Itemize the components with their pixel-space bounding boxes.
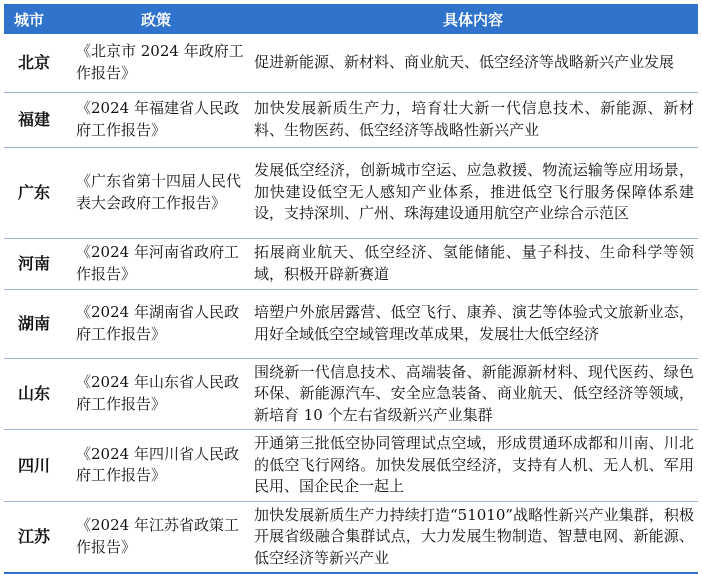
header-policy: 政策 <box>64 4 248 34</box>
province-cell: 北京 <box>4 34 64 92</box>
content-cell: 拓展商业航天、低空经济、氢能储能、量子科技、生命科学等领域，积极开辟新赛道 <box>248 238 698 289</box>
table-row <box>4 238 698 289</box>
table-row <box>4 92 698 147</box>
policy-cell: 《2024 年江苏省政策工作报告》 <box>64 501 248 573</box>
content-cell: 发展低空经济，创新城市空运、应急救援、物流运输等应用场景，加快建设低空无人感知产业体系，推进低空飞行服务保障体系建设，支持深圳、广州、珠海建设通用航空产业综合示范区 <box>248 147 698 238</box>
table-row <box>4 34 698 92</box>
province-cell: 江苏 <box>4 501 64 573</box>
province-cell: 广东 <box>4 147 64 238</box>
policy-cell: 《2024 年山东省人民政府工作报告》 <box>64 358 248 430</box>
table-row <box>4 501 698 573</box>
header-province: 城市 <box>4 4 64 34</box>
province-cell: 福建 <box>4 92 64 147</box>
policy-table <box>4 4 698 574</box>
table-row <box>4 430 698 502</box>
province-cell: 山东 <box>4 358 64 430</box>
province-cell: 四川 <box>4 430 64 502</box>
header-row <box>4 4 698 34</box>
policy-cell: 《2024 年四川省人民政府工作报告》 <box>64 430 248 502</box>
province-cell: 河南 <box>4 238 64 289</box>
province-cell: 湖南 <box>4 289 64 358</box>
policy-cell: 《2024 年河南省政府工作报告》 <box>64 238 248 289</box>
policy-cell: 《2024 年湖南省人民政府工作报告》 <box>64 289 248 358</box>
policy-cell: 《北京市 2024 年政府工作报告》 <box>64 34 248 92</box>
content-cell: 开通第三批低空协同管理试点空域，形成贯通环成都和川南、川北的低空飞行网络。加快发展低空经济，支持有人机、无人机、军用民用、国企民企一起上 <box>248 430 698 502</box>
policy-cell: 《广东省第十四届人民代表大会政府工作报告》 <box>64 147 248 238</box>
policy-cell: 《2024 年福建省人民政府工作报告》 <box>64 92 248 147</box>
table-row <box>4 358 698 430</box>
content-cell: 加快发展新质生产力，培育壮大新一代信息技术、新能源、新材料、生物医药、低空经济等战略性新兴产业 <box>248 92 698 147</box>
content-cell: 围绕新一代信息技术、高端装备、新能源新材料、现代医药、绿色环保、新能源汽车、安全应急装备、商业航天、低空经济等领域，新培育 10 个左右省级新兴产业集群 <box>248 358 698 430</box>
table-body <box>4 34 698 573</box>
content-cell: 促进新能源、新材料、商业航天、低空经济等战略新兴产业发展 <box>248 34 698 92</box>
content-cell: 加快发展新质生产力持续打造“51010”战略性新兴产业集群，积极开展省级融合集群试点，大力发展生物制造、智慧电网、新能源、低空经济等新兴产业 <box>248 501 698 573</box>
header-content: 具体内容 <box>248 4 698 34</box>
table-header <box>4 4 698 34</box>
content-cell: 培塑户外旅居露营、低空飞行、康养、演艺等体验式文旅新业态，用好全域低空空域管理改革成果，发展壮大低空经济 <box>248 289 698 358</box>
table-row <box>4 147 698 238</box>
table-row <box>4 289 698 358</box>
